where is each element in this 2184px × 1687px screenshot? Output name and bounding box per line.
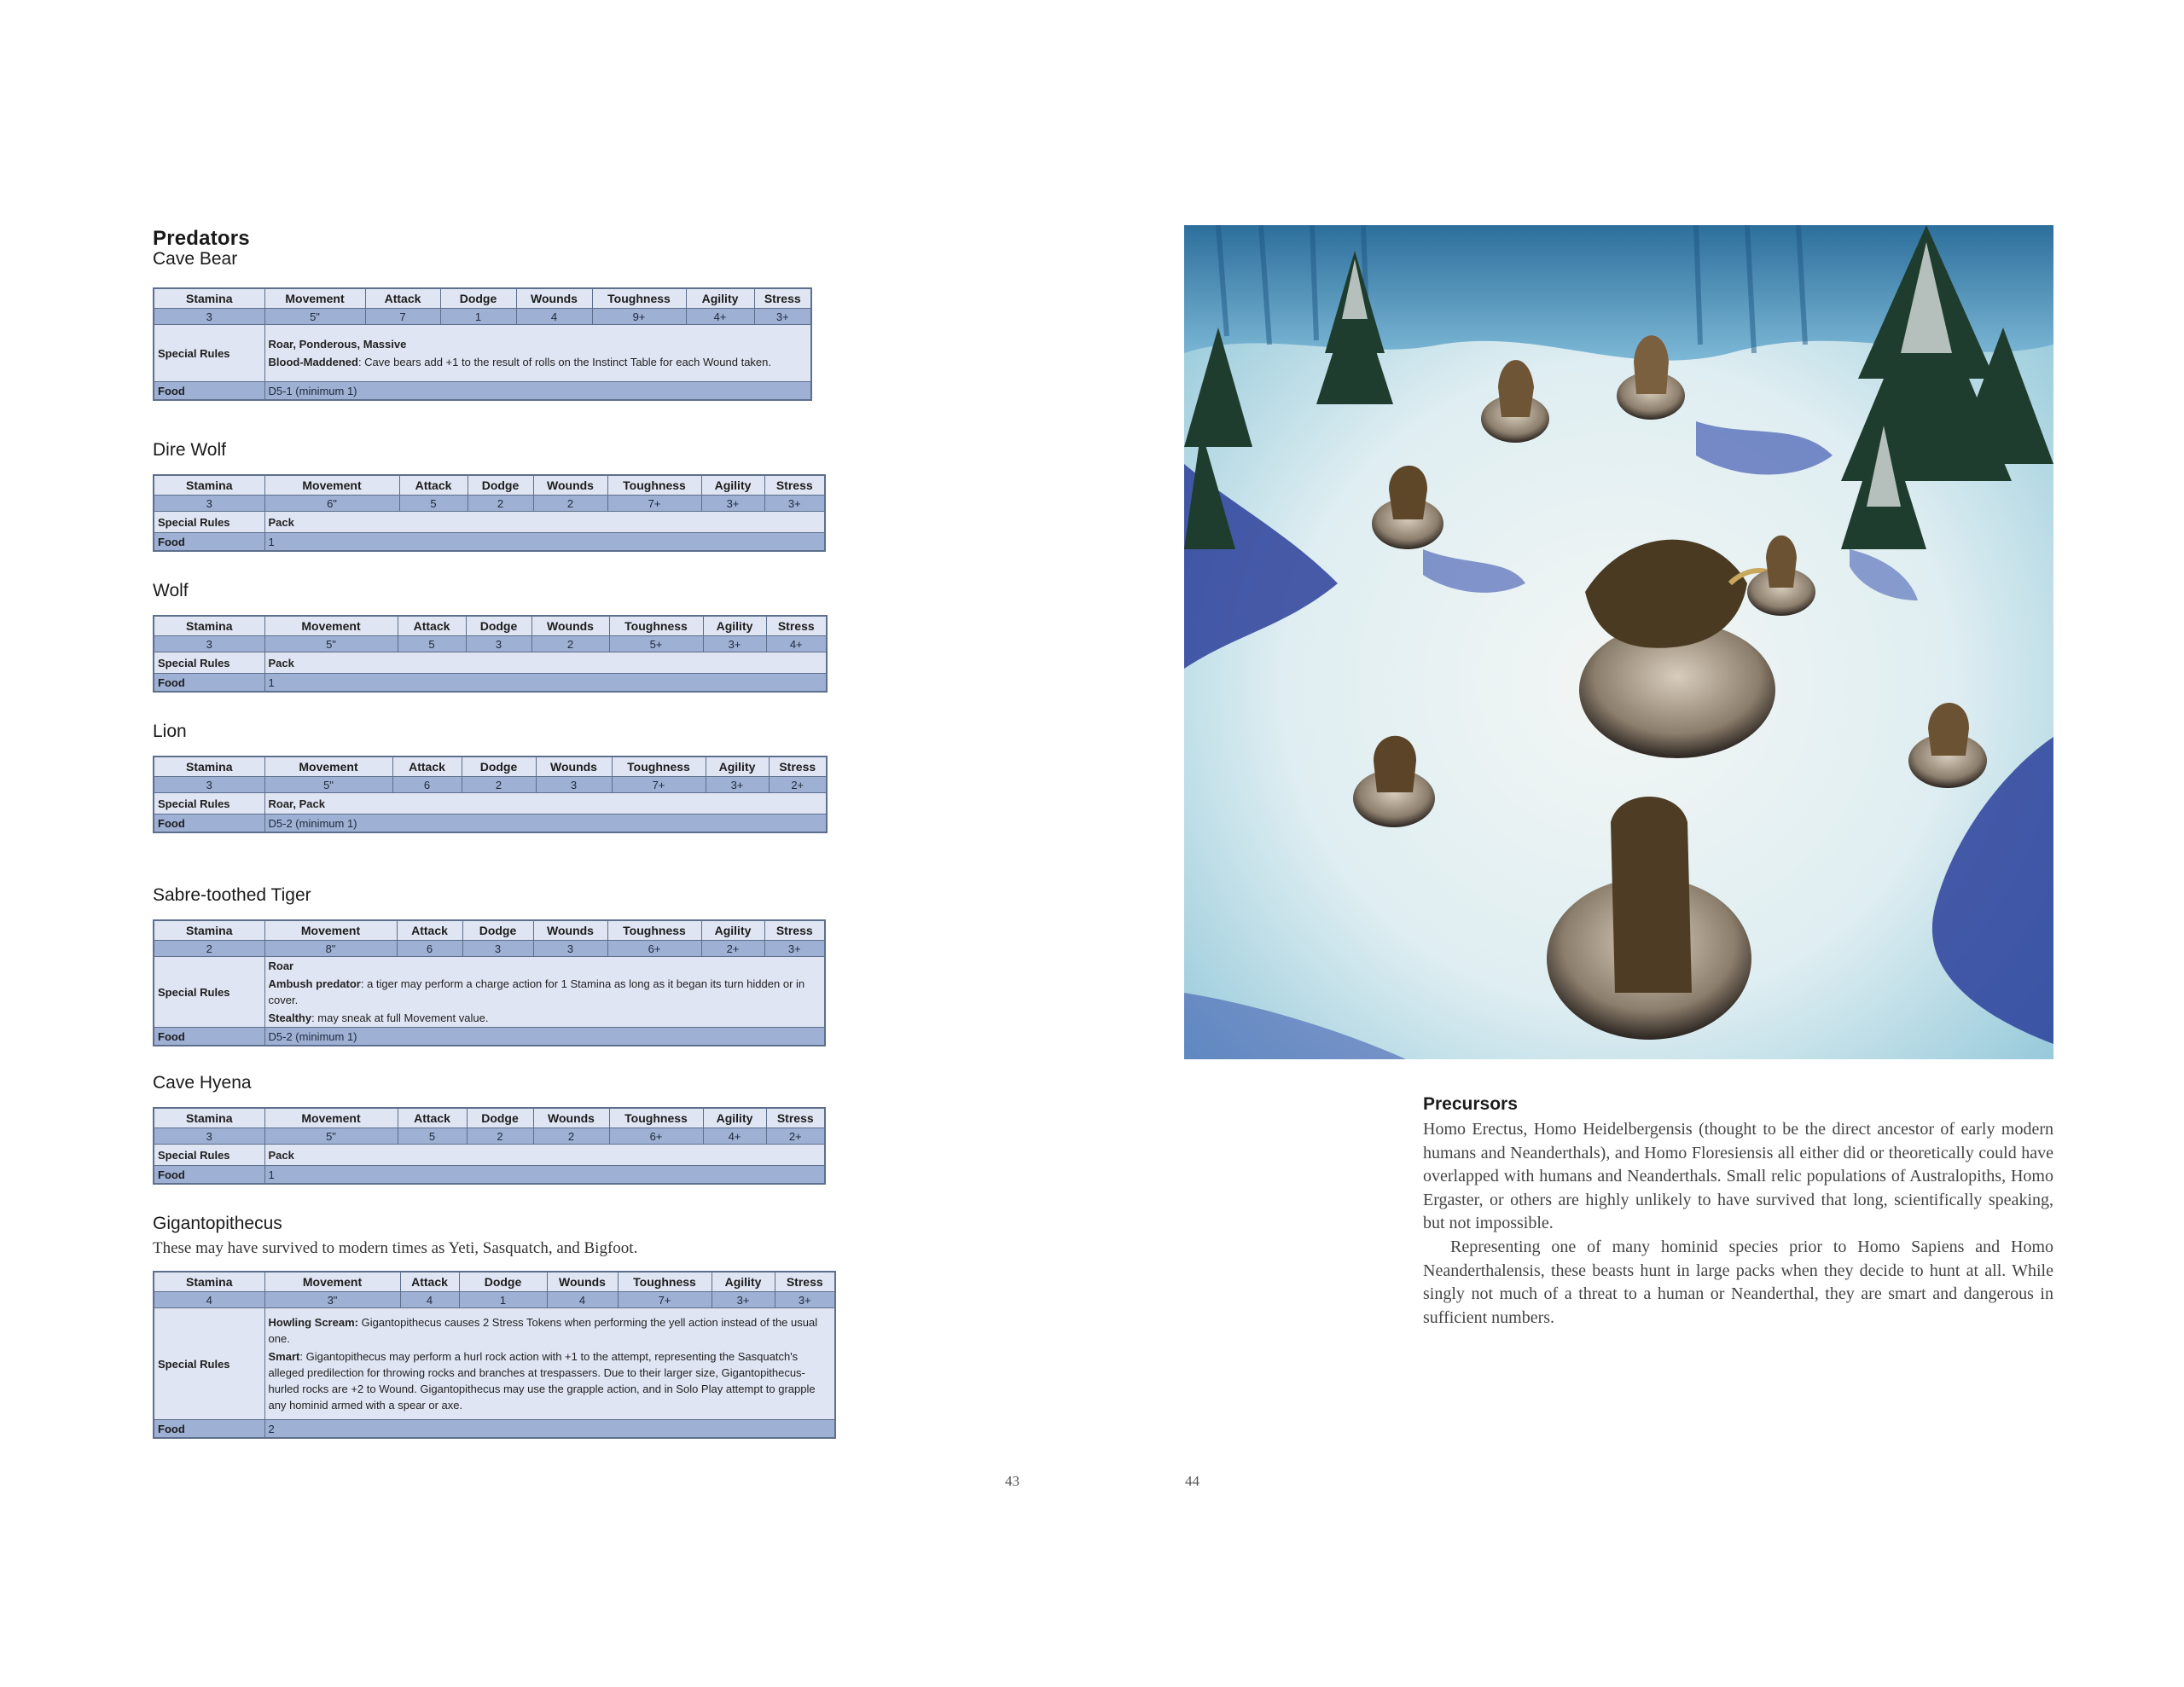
- stat-header-cell: Attack: [399, 475, 468, 496]
- stat-value-cell: 3: [466, 636, 531, 652]
- stat-values-row: [154, 777, 827, 793]
- special-rule: Roar, Ponderous, Massive: [268, 338, 407, 351]
- special-rules-row: [154, 512, 825, 533]
- stat-values-row: [154, 1128, 825, 1145]
- special-rule: Blood-Maddened: Cave bears add +1 to the result of rolls on the Instinct Table for each Wound taken.: [268, 356, 771, 368]
- food-label: Food: [154, 1420, 264, 1439]
- stat-header-cell: Wounds: [516, 288, 592, 309]
- stat-header-cell: Wounds: [533, 475, 607, 496]
- stat-header-cell: Stress: [769, 757, 827, 777]
- stat-value-cell: 3+: [703, 636, 766, 652]
- stat-values-row: [154, 636, 827, 652]
- food-row: [154, 382, 811, 401]
- precursors-body: [1423, 1118, 2053, 1330]
- food-row: [154, 815, 827, 833]
- stat-value-cell: 4: [516, 309, 592, 325]
- stat-value-cell: 4+: [766, 636, 827, 652]
- stat-header-cell: Toughness: [612, 757, 706, 777]
- stat-header-cell: Dodge: [459, 1272, 547, 1292]
- stat-value-cell: 2+: [769, 777, 827, 793]
- stat-value-cell: 2: [154, 941, 264, 957]
- stat-header-cell: Toughness: [609, 616, 703, 636]
- stat-header-cell: Wounds: [531, 616, 609, 636]
- food-row: [154, 533, 825, 552]
- stat-header-cell: Stamina: [154, 1272, 264, 1292]
- special-rule: Pack: [268, 1148, 294, 1162]
- creature-title: Cave Bear: [153, 249, 238, 269]
- stat-value-cell: 1: [440, 309, 516, 325]
- stat-value-cell: 5: [399, 496, 468, 512]
- special-rules-row: [154, 325, 811, 382]
- special-rules-text: [264, 1308, 835, 1420]
- stat-header-cell: Attack: [398, 1108, 467, 1128]
- stat-value-cell: 3+: [775, 1292, 835, 1308]
- stat-header-cell: Toughness: [609, 1108, 703, 1128]
- creature-title: Lion: [153, 722, 187, 741]
- stat-header-cell: Stamina: [154, 1108, 264, 1128]
- precursors-title: Precursors: [1423, 1094, 1518, 1114]
- special-rule: Smart: Gigantopithecus may perform a hurl rock action with +1 to the attempt, representing the Sasquatch's alleged predilection for throwing rocks and branches at trespassers. Due to their larger size, Gigantopithecus-hurled rocks are +2 to Wound. Gigantopithecus may use the grapple action, and in Solo Play attempt to grapple any hominid armed with a spear or axe.: [268, 1350, 816, 1412]
- stat-value-cell: 3": [264, 1292, 400, 1308]
- stat-header-cell: Movement: [264, 475, 399, 496]
- stat-values-row: [154, 941, 825, 957]
- food-label: Food: [154, 815, 264, 833]
- special-rules-label: Special Rules: [154, 1145, 264, 1166]
- creature-description: These may have survived to modern times as Yeti, Sasquatch, and Bigfoot.: [153, 1239, 638, 1257]
- special-rules-text: [264, 325, 811, 382]
- stat-header-cell: Dodge: [468, 475, 533, 496]
- stat-value-cell: 2+: [701, 941, 764, 957]
- stat-header-cell: Dodge: [462, 757, 536, 777]
- food-value: 1: [264, 674, 827, 693]
- stat-value-cell: 2: [533, 1128, 609, 1145]
- stat-value-cell: 6: [392, 777, 462, 793]
- food-label: Food: [154, 382, 264, 401]
- stat-value-cell: 6+: [609, 1128, 703, 1145]
- stat-header-cell: Attack: [398, 616, 466, 636]
- special-rules-label: Special Rules: [154, 1308, 264, 1420]
- stat-value-cell: 3: [536, 777, 612, 793]
- special-rule: Howling Scream: Gigantopithecus causes 2 Stress Tokens when performing the yell action instead of the usual one.: [268, 1316, 818, 1345]
- stat-header-row: [154, 616, 827, 636]
- stat-value-cell: 4: [547, 1292, 618, 1308]
- stat-value-cell: 3: [533, 941, 607, 957]
- stat-value-cell: 4+: [703, 1128, 766, 1145]
- stat-header-cell: Agility: [712, 1272, 775, 1292]
- food-value: 1: [264, 1166, 825, 1185]
- food-label: Food: [154, 533, 264, 552]
- stat-header-cell: Dodge: [462, 920, 533, 941]
- stat-header-cell: Movement: [264, 1272, 400, 1292]
- stat-value-cell: 2+: [766, 1128, 825, 1145]
- stat-header-cell: Stress: [766, 1108, 825, 1128]
- food-label: Food: [154, 674, 264, 693]
- stat-header-cell: Attack: [392, 757, 462, 777]
- stat-header-cell: Stress: [775, 1272, 835, 1292]
- stat-value-cell: 5: [398, 636, 466, 652]
- stat-header-cell: Toughness: [592, 288, 686, 309]
- stat-header-row: [154, 475, 825, 496]
- stat-value-cell: 3+: [764, 496, 825, 512]
- creature-title: Gigantopithecus: [153, 1214, 282, 1233]
- stat-value-cell: 2: [462, 777, 536, 793]
- stat-header-cell: Toughness: [618, 1272, 712, 1292]
- stat-header-cell: Agility: [703, 1108, 766, 1128]
- stat-value-cell: 3: [154, 1128, 264, 1145]
- stat-header-cell: Agility: [703, 616, 766, 636]
- stat-header-cell: Stress: [754, 288, 811, 309]
- miniatures-photo-icon: [1184, 225, 2053, 1059]
- special-rules-row: [154, 957, 825, 1028]
- stat-value-cell: 1: [459, 1292, 547, 1308]
- stat-value-cell: 3: [154, 496, 264, 512]
- miniatures-photo: [1184, 225, 2053, 1059]
- stat-value-cell: 3+: [754, 309, 811, 325]
- special-rule: Stealthy: may sneak at full Movement value.: [268, 1012, 489, 1024]
- page-number-right: 44: [1185, 1473, 1199, 1489]
- stat-value-cell: 2: [531, 636, 609, 652]
- food-row: [154, 674, 827, 693]
- stat-header-cell: Stamina: [154, 757, 264, 777]
- stat-header-cell: Attack: [400, 1272, 459, 1292]
- stat-header-cell: Stress: [764, 920, 825, 941]
- stat-value-cell: 3+: [764, 941, 825, 957]
- stat-header-row: [154, 1108, 825, 1128]
- stat-header-row: [154, 757, 827, 777]
- stat-value-cell: 2: [468, 496, 533, 512]
- stat-header-cell: Stamina: [154, 920, 264, 941]
- stat-table: [153, 615, 828, 693]
- stat-value-cell: 5": [264, 309, 365, 325]
- stat-value-cell: 5": [264, 1128, 398, 1145]
- stat-header-cell: Dodge: [467, 1108, 533, 1128]
- special-rules-text: [264, 512, 825, 533]
- creature-title: Sabre-toothed Tiger: [153, 885, 311, 905]
- stat-header-cell: Toughness: [607, 920, 701, 941]
- special-rules-text: [264, 793, 827, 815]
- stat-value-cell: 6": [264, 496, 399, 512]
- special-rules-text: [264, 957, 825, 1028]
- stat-value-cell: 3: [154, 309, 264, 325]
- stat-value-cell: 7: [365, 309, 440, 325]
- stat-table: [153, 1271, 836, 1439]
- stat-header-cell: Stamina: [154, 616, 264, 636]
- stat-value-cell: 3: [154, 777, 264, 793]
- stat-header-cell: Wounds: [536, 757, 612, 777]
- food-row: [154, 1028, 825, 1046]
- special-rules-label: Special Rules: [154, 325, 264, 382]
- stat-value-cell: 2: [533, 496, 607, 512]
- stat-header-cell: Agility: [706, 757, 769, 777]
- stat-header-cell: Stamina: [154, 288, 264, 309]
- food-row: [154, 1420, 835, 1439]
- section-title: Predators: [153, 227, 250, 250]
- food-value: D5-2 (minimum 1): [264, 1028, 825, 1046]
- special-rules-row: [154, 652, 827, 674]
- stat-value-cell: 8": [264, 941, 397, 957]
- food-row: [154, 1166, 825, 1185]
- stat-values-row: [154, 496, 825, 512]
- precursors-paragraph-1: Homo Erectus, Homo Heidelbergensis (thought to be the direct ancestor of early modern humans and Neanderthals), and Homo Floresiensis all either did or theoretically could have overlapped with humans and Neanderthals. Small relic populations of Australopiths, Homo Ergaster, or others are highly unlikely to have survived that long, scientifically speaking, but not impossible.: [1423, 1120, 2053, 1233]
- stat-value-cell: 6+: [607, 941, 701, 957]
- stat-header-cell: Stress: [764, 475, 825, 496]
- stat-value-cell: 5: [398, 1128, 467, 1145]
- stat-table: [153, 756, 828, 833]
- special-rule: Pack: [268, 515, 294, 529]
- food-value: 2: [264, 1420, 835, 1439]
- stat-header-row: [154, 288, 811, 309]
- special-rules-row: [154, 793, 827, 815]
- stat-header-cell: Dodge: [466, 616, 531, 636]
- page-number-left: 43: [1005, 1473, 1019, 1489]
- stat-value-cell: 3+: [712, 1292, 775, 1308]
- stat-value-cell: 5": [264, 636, 398, 652]
- stat-header-cell: Movement: [264, 616, 398, 636]
- stat-value-cell: 4: [154, 1292, 264, 1308]
- stat-value-cell: 3: [462, 941, 533, 957]
- stat-value-cell: 4+: [686, 309, 754, 325]
- stat-values-row: [154, 309, 811, 325]
- food-label: Food: [154, 1028, 264, 1046]
- stat-header-cell: Agility: [701, 475, 764, 496]
- stat-value-cell: 7+: [618, 1292, 712, 1308]
- stat-value-cell: 7+: [612, 777, 706, 793]
- stat-header-cell: Movement: [264, 288, 365, 309]
- stat-header-cell: Agility: [686, 288, 754, 309]
- stat-value-cell: 3+: [706, 777, 769, 793]
- creature-title: Dire Wolf: [153, 440, 226, 460]
- special-rule: Ambush predator: a tiger may perform a charge action for 1 Stamina as long as it began its turn hidden or in cover.: [268, 977, 805, 1006]
- stat-value-cell: 5+: [609, 636, 703, 652]
- creature-title: Cave Hyena: [153, 1073, 252, 1093]
- special-rules-label: Special Rules: [154, 512, 264, 533]
- stat-value-cell: 5": [264, 777, 392, 793]
- stat-header-cell: Stamina: [154, 475, 264, 496]
- stat-header-row: [154, 920, 825, 941]
- special-rules-row: [154, 1308, 835, 1420]
- stat-header-row: [154, 1272, 835, 1292]
- stat-value-cell: 3: [154, 636, 264, 652]
- stat-value-cell: 2: [467, 1128, 533, 1145]
- stat-value-cell: 9+: [592, 309, 686, 325]
- special-rules-label: Special Rules: [154, 793, 264, 815]
- food-value: 1: [264, 533, 825, 552]
- stat-header-cell: Wounds: [533, 920, 607, 941]
- stat-header-cell: Wounds: [533, 1108, 609, 1128]
- stat-header-cell: Wounds: [547, 1272, 618, 1292]
- stat-value-cell: 3+: [701, 496, 764, 512]
- stat-header-cell: Stress: [766, 616, 827, 636]
- stat-header-cell: Movement: [264, 920, 397, 941]
- stat-value-cell: 6: [397, 941, 462, 957]
- special-rule: Pack: [268, 656, 294, 670]
- stat-header-cell: Attack: [365, 288, 440, 309]
- stat-table: [153, 474, 826, 552]
- special-rules-text: [264, 652, 827, 674]
- special-rules-text: [264, 1145, 825, 1166]
- stat-value-cell: 7+: [607, 496, 701, 512]
- special-rules-label: Special Rules: [154, 652, 264, 674]
- stat-table: [153, 1107, 826, 1185]
- special-rules-row: [154, 1145, 825, 1166]
- stat-header-cell: Movement: [264, 757, 392, 777]
- special-rule: Roar: [268, 959, 294, 972]
- stat-table: [153, 919, 826, 1046]
- stat-header-cell: Agility: [701, 920, 764, 941]
- stat-header-cell: Attack: [397, 920, 462, 941]
- stat-header-cell: Dodge: [440, 288, 516, 309]
- stat-header-cell: Movement: [264, 1108, 398, 1128]
- stat-values-row: [154, 1292, 835, 1308]
- food-value: D5-2 (minimum 1): [264, 815, 827, 833]
- stat-value-cell: 4: [400, 1292, 459, 1308]
- food-label: Food: [154, 1166, 264, 1185]
- special-rules-label: Special Rules: [154, 957, 264, 1028]
- precursors-paragraph-2: Representing one of many hominid species prior to Homo Sapiens and Homo Neanderthalensis, these beasts hunt in large packs when they decide to hunt at all. While singly not much of a threat to a human or Neanderthal, they are smart and dangerous in sufficient numbers.: [1423, 1237, 2053, 1327]
- food-value: D5-1 (minimum 1): [264, 382, 811, 401]
- special-rule: Roar, Pack: [268, 797, 325, 810]
- stat-header-cell: Toughness: [607, 475, 701, 496]
- stat-table: [153, 287, 812, 401]
- creature-title: Wolf: [153, 581, 189, 600]
